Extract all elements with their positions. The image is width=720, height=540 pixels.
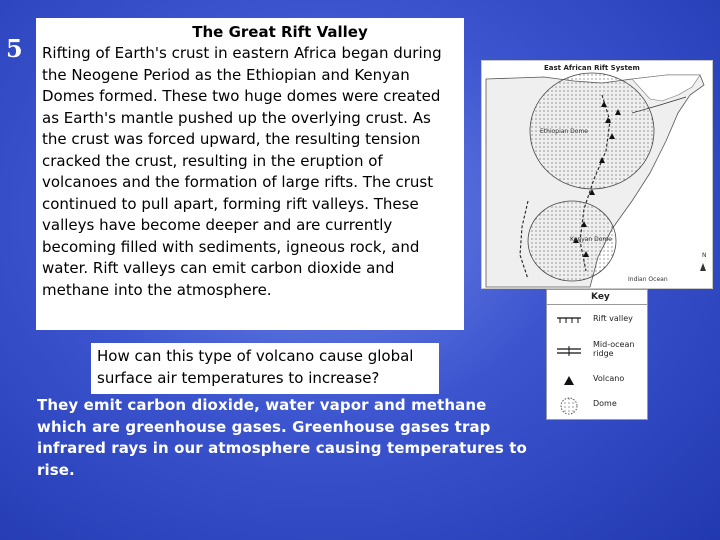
answer-text: They emit carbon dioxide, water vapor and methane which are greenhouse gases. Greenhouse gases trap infrared rays in our atmosphere causing temperatures to rise. <box>37 396 527 479</box>
north-arrow-icon <box>700 263 706 271</box>
key-row-rift-valley <box>547 308 647 334</box>
map-key <box>546 289 648 420</box>
key-row-volcano <box>547 368 647 394</box>
ethiopian-dome-label: Ethiopian Dome <box>540 128 588 135</box>
slide-number: 5 <box>6 34 23 63</box>
key-row-mid-ocean-ridge <box>547 338 647 364</box>
key-label-rift-valley: Rift valley <box>593 314 633 323</box>
key-label-dome: Dome <box>593 399 617 408</box>
map-title: East African Rift System <box>544 64 640 72</box>
east-african-rift-map <box>481 60 713 289</box>
key-row-dome <box>547 393 647 419</box>
kenyan-dome-label: Kenyan Dome <box>570 236 612 243</box>
volcano-triangle-icon <box>555 372 583 390</box>
question-box: How can this type of volcano cause global surface air temperatures to increase? <box>91 343 439 394</box>
mid-ocean-ridge-symbol-icon <box>555 342 583 360</box>
rift-valley-text-box <box>36 18 464 330</box>
rift-map-drawing <box>482 61 712 288</box>
key-title: Key <box>547 290 647 305</box>
box-body-text: Rifting of Earth's crust in eastern Africa began during the Neogene Period as the Ethiopian and Kenyan Domes formed. These two huge domes were created as Earth's mantle pushed up the overlying crust. As the crust was forced upward, the resulting tension cracked the crust, resulting in the eruption of volcanoes and the formation of large rifts. The crust continued to pull apart, forming rift valleys. These valleys have become deeper and are currently becoming filled with sediments, igneous rock, and water. Rift valleys can emit carbon dioxide and methane into the atmosphere. <box>42 44 442 299</box>
north-label: N <box>702 252 707 259</box>
rift-valley-symbol-icon <box>555 312 583 330</box>
dome-dotted-circle-icon <box>555 397 583 415</box>
box-title: The Great Rift Valley <box>192 23 368 41</box>
key-label-volcano: Volcano <box>593 374 625 383</box>
key-label-mid-ocean-ridge: Mid-ocean ridge <box>593 340 635 358</box>
indian-ocean-label: Indian Ocean <box>628 276 668 283</box>
